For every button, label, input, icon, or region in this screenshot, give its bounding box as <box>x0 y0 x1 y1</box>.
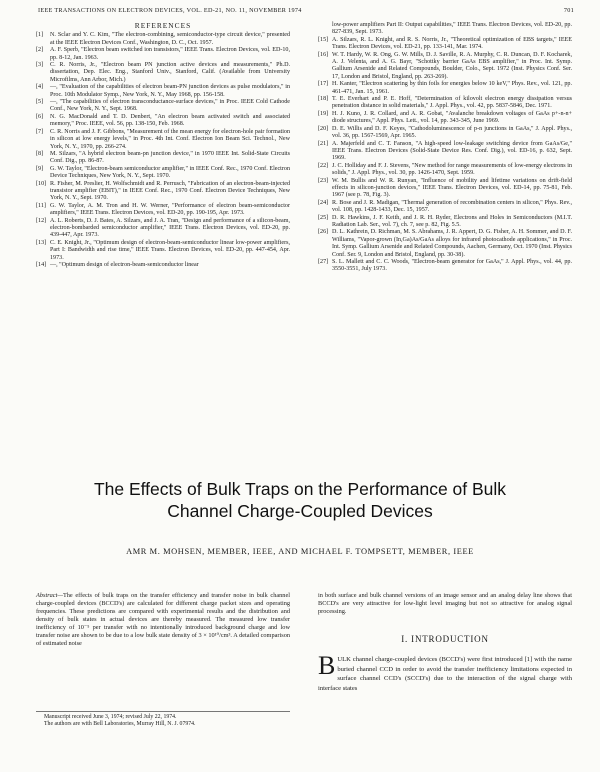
reference-number: [4] <box>36 84 44 91</box>
abstract-label: Abstract— <box>36 592 63 599</box>
reference-number: [18] <box>318 96 329 103</box>
reference-text: S. L. Mallett and C. C. Woods, "Electron-beam generator for GaAs," J. Appl. Phys., vol. 44, pp. 3550-3551, July 1973. <box>332 259 572 273</box>
reference-text: C. R. Norris, Jr., "Electron beam PN junction active devices and measurements," Ph.D. dissertation, Dep. Elec. Eng., Stanford Univ., Stanford, Calif. (Available from University Microfilms, Ann Arbor, Mich.) <box>50 62 290 83</box>
abstract-text: The effects of bulk traps on the transfer efficiency and transfer noise in bulk channel charge-coupled devices (BCCD's) are calculated for different charge packet sizes and operating frequencies. These predictions are compared with experimental results and the distribution and density of bulk states in actual devices are thereby measured. The measured low transfer inefficiency of 10⁻⁵ per transfer with no intentionally introduced background charge and low transfer noise are shown to be due to a low bulk state density of 3 × 10¹⁰/cm³. A detailed comparison of estimated noise <box>36 592 290 647</box>
reference-item <box>36 181 290 203</box>
reference-number: [15] <box>318 36 329 43</box>
journal-header: IEEE TRANSACTIONS ON ELECTRON DEVICES, VOL. ED-21, NO. 11, NOVEMBER 1974 <box>38 7 302 14</box>
reference-text: G. W. Taylor, "Electron-beam semiconductor amplifier," in IEEE Conf. Rec., 1970 Conf. Electron Device Techniques, New York, N. Y., Sept. 1970. <box>50 165 290 180</box>
reference-number: [22] <box>318 162 329 169</box>
reference-item <box>318 178 572 200</box>
reference-item <box>318 126 572 141</box>
reference-number: [13] <box>36 239 47 246</box>
abstract-continuation: in both surface and bulk channel versions of an image sensor and an analog delay line shows that BCCD's are very attractive for low-light level imaging but not so attractive for analog signal processing. <box>318 592 572 615</box>
reference-item <box>36 47 290 62</box>
reference-text: D. E. Willis and D. F. Keyes, "Cathodoluminescence of p-n junctions in GaAs," J. Appl. Phys., vol. 36, pp. 1567-1569, Apr. 1965. <box>332 125 572 140</box>
reference-number: [19] <box>318 110 329 117</box>
reference-text: —, "Evaluation of the capabilities of electron beam-PN junction devices as pulse modulators," in Proc. 10th Modulator Symp., New York, N. Y., May 1968, pp. 156-158. <box>50 84 290 98</box>
reference-text: A. L. Roberts, D. J. Bates, A. Silzars, and J. A. Tran, "Design and performance of a silicon-beam, electron-bombarded semiconductor amplifier," IEEE Trans. Electron Devices, vol. ED-20, pp. 439-447, Apr. 1973. <box>50 217 290 239</box>
reference-item <box>36 62 290 84</box>
reference-number: [11] <box>36 202 46 209</box>
reference-text: N. G. MacDonald and T. D. Denbert, "An electron beam activated switch and associated memory," Proc. IEEE, vol. 56, pp. 138-150, Feb. 1968. <box>50 113 290 128</box>
reference-item <box>36 99 290 114</box>
title-line-2: Channel Charge-Coupled Devices <box>167 501 433 521</box>
page-number: 701 <box>563 7 574 14</box>
reference-text: C. R. Norris and J. F. Gibbons, "Measurement of the mean energy for electron-hole pair formation in silicon at low energy levels," in Proc. 4th Int. Conf. Electron Ion Beam Sci. Technol., New York, N. Y., 1970, pp. 266-274. <box>50 128 290 150</box>
reference-text: R. Fisher, M. Preslier, H. Wolfschmidt and R. Perrusch, "Fabrication of an electron-beam-injected transistor amplifier (EBIT)," in IEEE Conf. Rec., 1970 Conf. Electron Device Techniques, New York, N. Y., Sept. 1970. <box>50 180 290 202</box>
reference-text: M. Silzars, "A hybrid electron beam-pn junction device," in 1970 IEEE Int. Solid-State Circuits Conf. Dig., pp. 86-87. <box>50 150 290 165</box>
reference-item <box>36 129 290 151</box>
reference-item <box>318 200 572 215</box>
reference-number: [26] <box>318 229 329 236</box>
reference-item <box>318 81 572 96</box>
references-left-column <box>36 22 290 269</box>
reference-number: [5] <box>36 99 44 106</box>
reference-text: A. Majerfeld and C. T. Fanson, "A high-speed low-leakage switching device from GaAs/Ge," IEEE Trans. Electron Devices (Solid-State Device Res. Conf. Dig.), vol. ED-16, p. 632, Sept. 1969. <box>332 140 572 162</box>
reference-text: —, "The capabilities of electron transconductance-surface devices," in Proc. IEEE Cold Cathode Conf., New York, N. Y., Sept. 1968. <box>50 99 290 113</box>
reference-number: [2] <box>36 47 44 54</box>
reference-text: D. R. Hawkins, J. F. Keith, and J. R. H. Ryder, Electrons and Holes in Semiconductors (M.I.T. Radiation Lab. Ser., vol. 7), ch. 7, see p. 82, Fig. 5.5. <box>332 214 572 228</box>
reference-text: low-power amplifiers Part II: Output capabilities," IEEE Trans. Electron Devices, vol. ED-20, pp. 827-839, Sept. 1973. <box>332 22 572 36</box>
reference-text: C. E. Knight, Jr., "Optimum design of electron-beam-semiconductor linear low-power amplifiers, Part I: Bandwidth and rise time," IEEE Trans. Electron Devices, vol. ED-20, pp. 447-454, Apr. 1973. <box>50 239 290 261</box>
footnote <box>36 711 290 728</box>
reference-item <box>36 114 290 129</box>
reference-continuation <box>318 22 572 37</box>
reference-number: [27] <box>318 259 329 265</box>
introduction-text: ULK channel charge-coupled devices (BCCD's) were first introduced [1] with the name buried channel CCD in order to avoid the transfer inefficiency limitations expected in surface channel CCD's (SCCD's) due to the interaction of the signal charge with interface states <box>318 656 572 692</box>
reference-number: [16] <box>318 51 329 58</box>
reference-text: H. J. Kuno, J. R. Collard, and A. R. Gobat, "Avalanche breakdown voltages of GaAs p+-n-n+ diode structures," Appl. Phys. Lett., vol. 14, pp. 343-345, June 1969. <box>332 110 572 125</box>
reference-item <box>318 215 572 230</box>
reference-number: [3] <box>36 62 44 69</box>
reference-number: [1] <box>36 32 44 39</box>
paper-title <box>0 478 600 522</box>
reference-item <box>36 84 290 99</box>
reference-text: N. Sclar and Y. C. Kim, "The electron-combining, semiconductor-type circuit device," presented at the IEEE Electron Devices Conf., Washington, D. C., Oct. 1957. <box>50 32 290 46</box>
reference-item <box>36 32 290 47</box>
reference-text: A. F. Sperb, "Electron beam switched ion transistors," IEEE Trans. Electron Devices, vol. ED-10, pp. 8-12, Jan. 1963. <box>50 47 290 61</box>
reference-item <box>318 52 572 82</box>
reference-item <box>318 229 572 259</box>
reference-number: [8] <box>36 150 44 157</box>
reference-number: [6] <box>36 113 44 120</box>
references-right-column <box>318 22 572 274</box>
reference-item <box>36 203 290 218</box>
paper-authors: AMR M. MOHSEN, MEMBER, IEEE, AND MICHAEL F. TOMPSETT, MEMBER, IEEE <box>126 547 474 556</box>
reference-number: [12] <box>36 217 47 224</box>
reference-text: T. E. Everhart and P. E. Hoff, "Determination of kilovolt electron energy dissipation versus penetration distance in solid materials," J. Appl. Phys., vol. 42, pp. 5837-5846, Dec. 1971. <box>332 96 572 110</box>
reference-text: —, "Optimum design of electron-beam-semiconductor linear <box>50 262 199 268</box>
reference-number: [17] <box>318 81 329 88</box>
reference-number: [21] <box>318 140 329 147</box>
reference-item <box>318 37 572 52</box>
reference-text: W. M. Bullis and W. R. Runyan, "Influence of mobility and lifetime variations on drift-field effects in silicon-junction devices," IEEE Trans. Electron Devices, vol. ED-14, pp. 75-81, Feb. 1967 (see p. 78, Fig. 3). <box>332 177 572 199</box>
footnote-affiliation: The authors are with Bell Laboratories, Murray Hill, N. J. 07974. <box>44 721 196 727</box>
reference-item <box>318 163 572 178</box>
abstract <box>36 592 290 648</box>
references-heading: REFERENCES <box>134 21 192 30</box>
reference-item <box>36 240 290 262</box>
reference-text: D. L. Kathrein, D. Richman, M. S. Abrahams, J. R. Appert, D. G. Fisher, A. H. Sommer, and D. F. Williams, "Vapor-grown (In,Ga)As/GaAs alloys for infrared photocathode applications," in Proc. Int. Symp. Gallium Arsenide and Related Compounds, Aachen, Germany, Oct. 1970 (Inst. Physics Conf. Ser. 9, London and Bristol, England, pp. 30-38). <box>332 229 572 258</box>
title-line-1: The Effects of Bulk Traps on the Performance of Bulk <box>93 479 507 499</box>
reference-item <box>318 141 572 163</box>
running-header <box>38 7 574 14</box>
reference-number: [20] <box>318 125 329 132</box>
reference-text: A. Silzars, R. L. Knight, and R. S. Norris, Jr., "Theoretical optimization of EBS targets," IEEE Trans. Electron Devices, vol. ED-21, pp. 133-141, Mar. 1974. <box>332 36 572 51</box>
reference-item <box>318 111 572 126</box>
reference-item <box>36 166 290 181</box>
reference-number: [10] <box>36 180 47 187</box>
reference-number: [9] <box>36 165 44 172</box>
reference-text: R. Bose and J. R. Madigan, "Thermal generation of recombination centers in silicon," Phys. Rev., vol. 108, pp. 1428-1433, Dec. 15, 1957. <box>332 199 572 214</box>
reference-text: W. T. Hardy, W. R. Ong, G. W. Mills, D. J. Saville, R. A. Murphy, C. R. Duncan, D. F. Kocharek, A. J. Velenta, and A. G. Bayr, "Schottky barrier GaAs EBS amplifier," in Proc. Int. Symp. Gallium Arsenide and Related Compounds, Boulder, Colo., Sept. 1972 (Inst. Physics Conf. Ser. 17, London and Bristol, England, pp. 263-269). <box>332 51 572 80</box>
reference-text: G. W. Taylor, A. M. Tron and H. W. Werner, "Performance of electron beam-semiconductor amplifiers," IEEE Trans. Electron Devices, vol. ED-20, pp. 190-195, Apr. 1973. <box>50 202 290 217</box>
reference-item <box>318 96 572 111</box>
reference-number: [7] <box>36 128 44 135</box>
reference-item <box>36 218 290 240</box>
reference-number: [24] <box>318 199 329 206</box>
drop-cap: B <box>318 651 336 680</box>
reference-number: [23] <box>318 177 329 184</box>
reference-item <box>36 151 290 166</box>
footnote-received: Manuscript received June 3, 1974; revised July 22, 1974. <box>44 714 177 720</box>
reference-text: J. C. Holliday and F. J. Stevens, "New method for range measurements of low-energy electrons in solids," J. Appl. Phys., vol. 30, pp. 1426-1470, Sept. 1959. <box>332 162 572 177</box>
reference-number: [14] <box>36 262 47 268</box>
section-heading-introduction: I. INTRODUCTION <box>401 634 489 644</box>
reference-item <box>36 262 290 269</box>
reference-number: [25] <box>318 214 329 221</box>
introduction-body <box>318 651 572 693</box>
reference-item <box>318 259 572 274</box>
reference-text: H. Kanter, "Electron scattering by thin foils for energies below 10 keV," Phys. Rev., vol. 121, pp. 461-471, Jan. 15, 1961. <box>332 81 572 95</box>
